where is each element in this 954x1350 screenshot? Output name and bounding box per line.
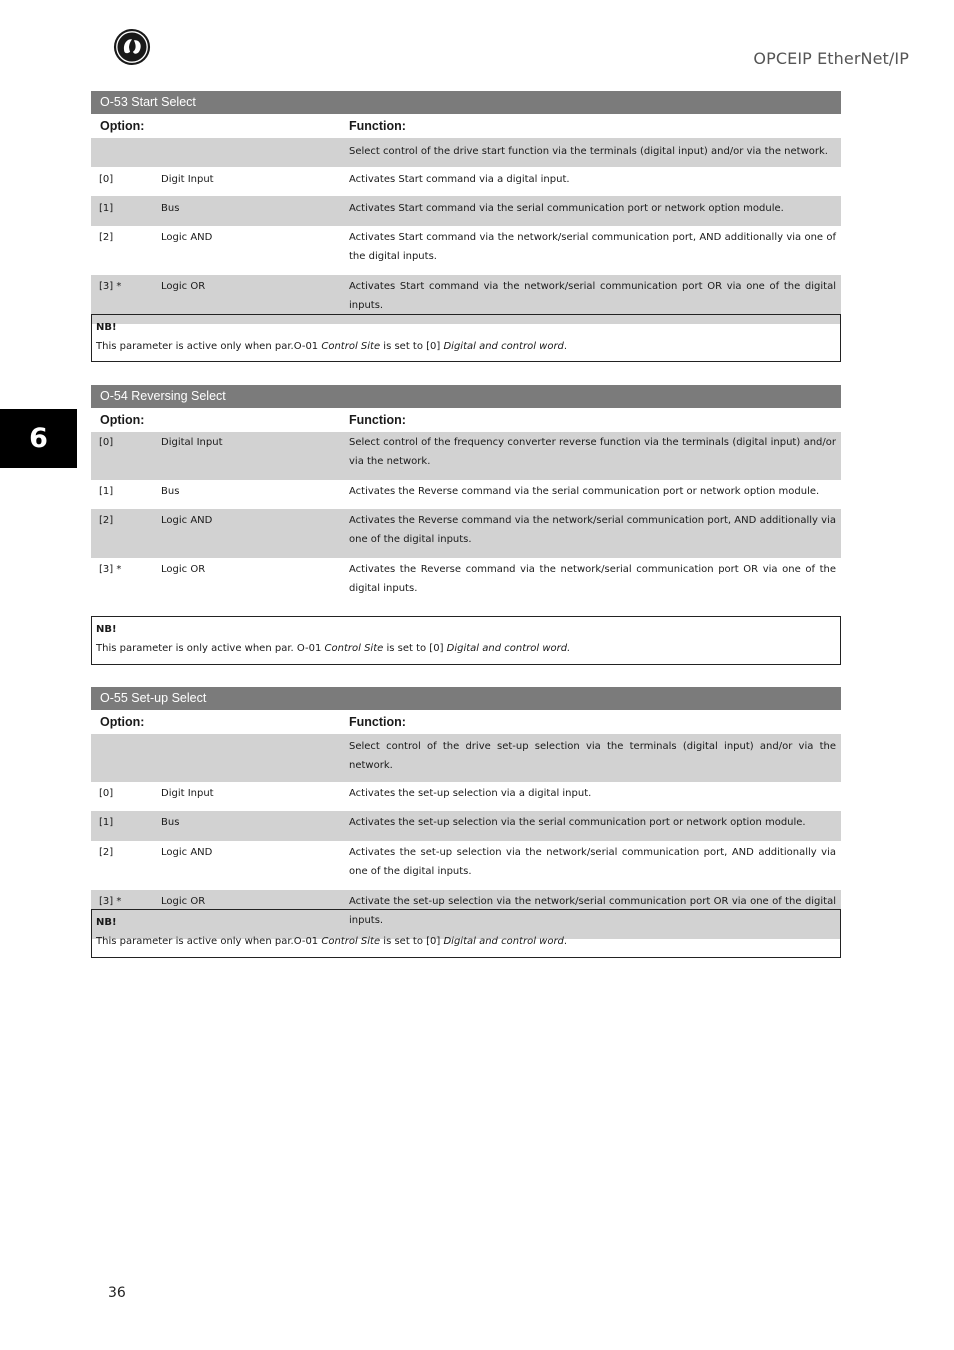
option-label bbox=[161, 737, 349, 775]
note-box bbox=[91, 616, 841, 665]
note-title: NB! bbox=[96, 917, 117, 928]
option-code: [1] bbox=[99, 486, 114, 497]
function-column-header: Function: bbox=[349, 413, 406, 427]
option-label: Logic OR bbox=[161, 281, 206, 292]
option-code: [3] * bbox=[99, 281, 122, 292]
option-code: [3] * bbox=[99, 564, 122, 575]
option-function: Select control of the drive start function via the terminals (digital input) and/or via the network. bbox=[349, 146, 828, 157]
function-column-header: Function: bbox=[349, 119, 406, 133]
table-row bbox=[91, 558, 841, 607]
option-function: Activates Start command via the network/serial communication port, AND additionally via one of the digital inputs. bbox=[349, 232, 836, 262]
option-column-header: Option: bbox=[100, 119, 145, 133]
option-label: Bus bbox=[161, 817, 180, 828]
ge-logo-icon bbox=[113, 28, 151, 66]
option-function: Activates Start command via the serial communication port or network option module. bbox=[349, 203, 784, 214]
param-section-o54 bbox=[91, 385, 841, 607]
chapter-tab: 6 bbox=[0, 409, 77, 468]
option-code: [3] * bbox=[99, 896, 122, 907]
option-function: Activates Start command via the network/serial communication port OR via one of the digital inputs. bbox=[349, 281, 836, 311]
table-row bbox=[91, 734, 841, 782]
option-label bbox=[161, 142, 349, 161]
table-row bbox=[91, 196, 841, 226]
table-row bbox=[91, 480, 841, 509]
param-title: O-54 Reversing Select bbox=[91, 385, 841, 408]
param-section-o53 bbox=[91, 91, 841, 324]
option-code: [2] bbox=[99, 847, 114, 858]
option-label: Logic OR bbox=[161, 564, 206, 575]
note-title: NB! bbox=[96, 624, 117, 635]
option-code: [1] bbox=[99, 817, 114, 828]
table-row bbox=[91, 841, 841, 890]
option-label: Digit Input bbox=[161, 788, 214, 799]
option-function: Select control of the drive set-up selection via the terminals (digital input) and/or via the network. bbox=[349, 741, 836, 771]
option-label: Bus bbox=[161, 203, 180, 214]
column-header-row bbox=[91, 408, 841, 432]
option-function: Activates the Reverse command via the network/serial communication port, AND additionally via one of the digital inputs. bbox=[349, 515, 836, 545]
option-function: Activates the set-up selection via the network/serial communication port, AND additionally via one of the digital inputs. bbox=[349, 847, 836, 877]
function-column-header: Function: bbox=[349, 715, 406, 729]
param-section-o55 bbox=[91, 687, 841, 939]
option-function: Activates the set-up selection via a digital input. bbox=[349, 788, 592, 799]
note-text: This parameter is active only when par.O-01 Control Site is set to [0] Digital and control word. bbox=[96, 341, 568, 352]
option-code: [2] bbox=[99, 232, 114, 243]
param-title: O-55 Set-up Select bbox=[91, 687, 841, 710]
option-function: Activates the set-up selection via the serial communication port or network option module. bbox=[349, 817, 806, 828]
table-row bbox=[91, 226, 841, 275]
option-function: Activate the set-up selection via the network/serial communication port OR via one of the digital inputs. bbox=[349, 896, 836, 926]
column-header-row bbox=[91, 114, 841, 138]
option-label: Bus bbox=[161, 486, 180, 497]
option-label: Digit Input bbox=[161, 174, 214, 185]
note-text: This parameter is only active when par. O-01 Control Site is set to [0] Digital and control word. bbox=[96, 643, 571, 654]
table-row bbox=[91, 432, 841, 480]
note-title: NB! bbox=[96, 322, 117, 333]
page-number: 36 bbox=[108, 1285, 126, 1301]
note-text: This parameter is active only when par.O-01 Control Site is set to [0] Digital and control word. bbox=[96, 936, 568, 947]
option-code: [0] bbox=[99, 788, 114, 799]
option-code: [2] bbox=[99, 515, 114, 526]
note-box bbox=[91, 314, 841, 362]
option-code: [0] bbox=[99, 437, 114, 448]
option-code bbox=[91, 142, 161, 161]
param-title: O-53 Start Select bbox=[91, 91, 841, 114]
option-label: Logic OR bbox=[161, 896, 206, 907]
table-row bbox=[91, 138, 841, 167]
option-code bbox=[91, 737, 161, 775]
option-label: Logic AND bbox=[161, 232, 213, 243]
document-title: OPCEIP EtherNet/IP bbox=[753, 49, 909, 68]
note-box bbox=[91, 909, 841, 958]
column-header-row bbox=[91, 710, 841, 734]
table-row bbox=[91, 811, 841, 841]
option-column-header: Option: bbox=[100, 715, 145, 729]
option-label: Logic AND bbox=[161, 515, 213, 526]
option-label: Logic AND bbox=[161, 847, 213, 858]
option-label: Digital Input bbox=[161, 437, 223, 448]
table-row bbox=[91, 509, 841, 558]
table-row bbox=[91, 167, 841, 196]
option-code: [1] bbox=[99, 203, 114, 214]
option-column-header: Option: bbox=[100, 413, 145, 427]
table-row bbox=[91, 782, 841, 811]
option-function: Select control of the frequency converter reverse function via the terminals (digital input) and/or via the network. bbox=[349, 437, 836, 467]
option-function: Activates the Reverse command via the network/serial communication port OR via one of the digital inputs. bbox=[349, 564, 836, 594]
option-function: Activates the Reverse command via the serial communication port or network option module. bbox=[349, 486, 820, 497]
option-code: [0] bbox=[99, 174, 114, 185]
option-function: Activates Start command via a digital input. bbox=[349, 174, 570, 185]
